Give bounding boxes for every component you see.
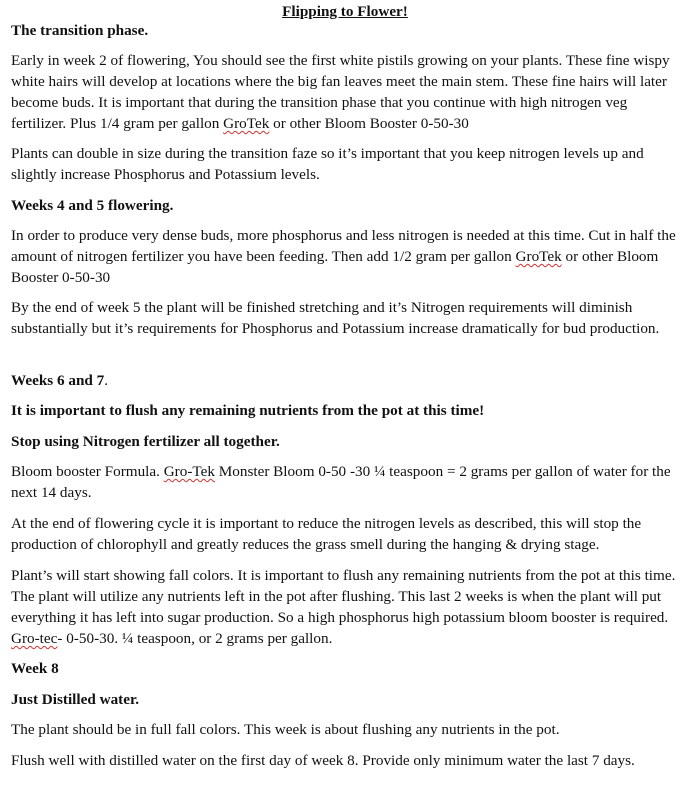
heading-stop-nitrogen: Stop using Nitrogen fertilizer all together. [11, 433, 280, 450]
paragraph-end-of-week-5: By the end of week 5 the plant will be finished stretching and it’s Nitrogen requirements will diminish substantially but it’s requirements for Phosphorus and Potassium increase dramatically for bud production. [11, 299, 660, 337]
document-title: Flipping to Flower! [282, 3, 408, 20]
paragraph-flush-distilled: Flush well with distilled water on the first day of week 8. Provide only minimum water the last 7 days. [11, 752, 635, 769]
heading-transition-phase: The transition phase. [11, 22, 149, 39]
spellcheck-word: GroTek [223, 115, 270, 132]
spellcheck-word: Gro-tec [11, 630, 58, 647]
paragraph-full-fall-colors: The plant should be in full fall colors. This week is about flushing any nutrients in the pot. [11, 721, 560, 738]
paragraph-fall-colors: Plant’s will start showing fall colors. It is important to flush any remaining nutrients from the pot at this time. The plant will utilize any nutrients left in the pot after flushing. This last 2 weeks is when the plant will put everything it has left into sugar production. So a high phosphorus high potassium bloom booster is required. Gro-tec- 0-50-30. ¼ teaspoon, or 2 grams per gallon. [11, 567, 676, 647]
heading-week-8: Week 8 [11, 660, 59, 677]
paragraph-end-of-cycle: At the end of flowering cycle it is important to reduce the nitrogen levels as described, this will stop the production of chlorophyll and greatly reduces the grass smell during the hanging & drying stage. [11, 515, 642, 553]
spellcheck-word: Gro-Tek [163, 463, 215, 480]
paragraph-bloom-booster-formula: Bloom booster Formula. Gro-Tek Monster Bloom 0-50 -30 ¼ teaspoon = 2 grams per gallon of water for the next 14 days. [11, 463, 671, 501]
heading-weeks-6-7: Weeks 6 and 7. [11, 372, 109, 389]
heading-flush-nutrients: It is important to flush any remaining nutrients from the pot at this time! [11, 402, 485, 419]
paragraph-transition-size: Plants can double in size during the transition faze so it’s important that you keep nitrogen levels up and slightly increase Phosphorus and Potassium levels. [11, 145, 644, 183]
spellcheck-word: GroTek [515, 248, 562, 265]
heading-distilled-water: Just Distilled water. [11, 691, 140, 708]
paragraph-dense-buds: In order to produce very dense buds, more phosphorus and less nitrogen is needed at this time. Cut in half the amount of nitrogen fertilizer you have been feeding. Then add 1/2 gram per gallon GroTek or other Bloom Booster 0-50-30 [11, 227, 676, 286]
paragraph-transition-details: Early in week 2 of flowering, You should see the first white pistils growing on your plants. These fine wispy white hairs will develop at locations where the big fan leaves meet the main stem. These fine hairs will later become buds. It is important that during the transition phase that you continue with high nitrogen veg fertilizer. Plus 1/4 gram per gallon GroTek or other Bloom Booster 0-50-30 [11, 52, 670, 132]
heading-weeks-4-5: Weeks 4 and 5 flowering. [11, 197, 174, 214]
